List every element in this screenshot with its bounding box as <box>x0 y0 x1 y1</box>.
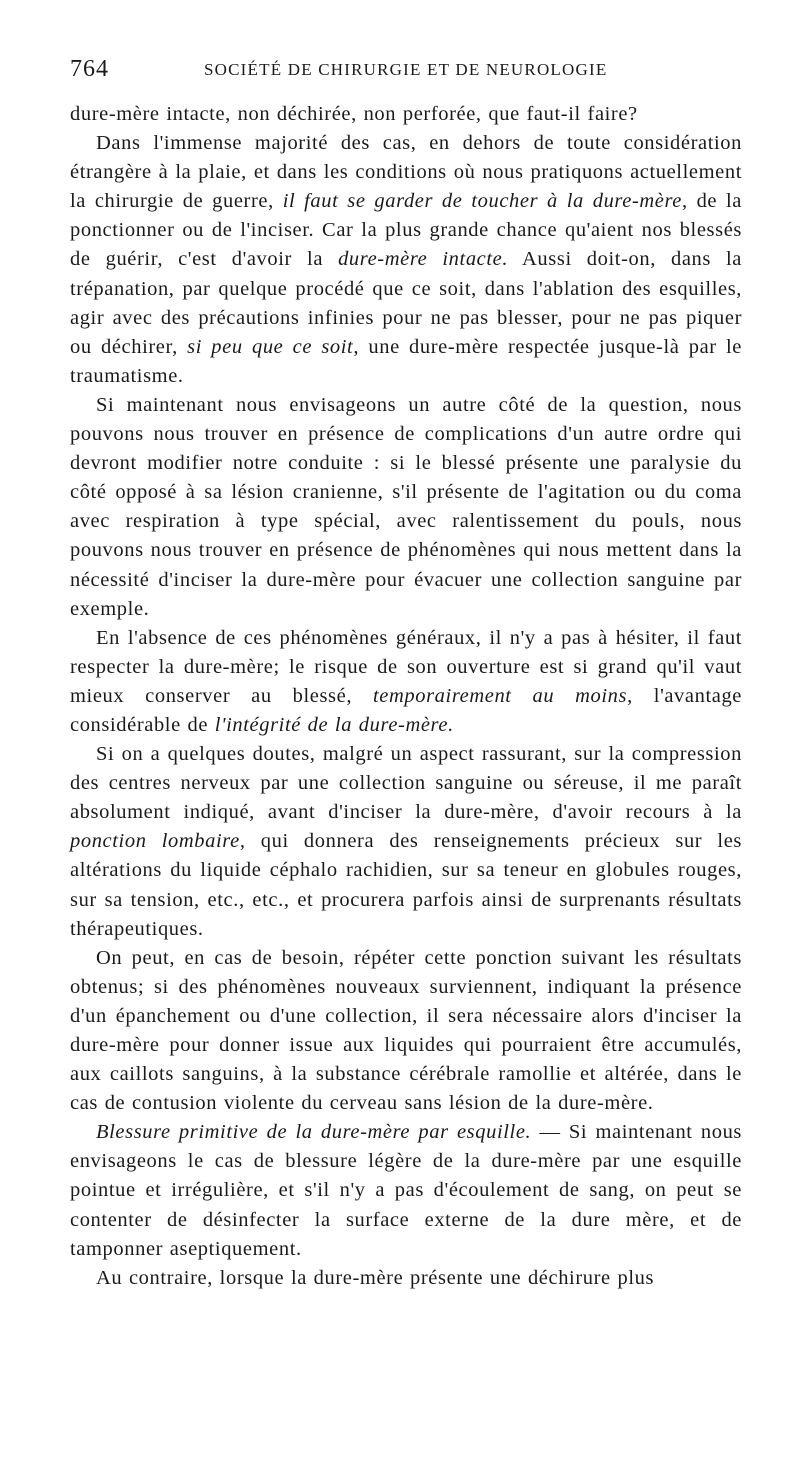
text-run: Dans l'immense majorité des cas, en dehors de toute considération étrangère à la plaie, et dans les conditions où nous pratiquons actuellement la chirurgie de guerre, <box>70 132 742 213</box>
italic-text: temporairement au moins <box>373 684 628 707</box>
paragraph <box>70 1118 742 1263</box>
text-run: — Si maintenant nous envisageons le cas de blessure légère de la dure-mère par une esquille pointue et irrégulière, et s'il n'y a pas d'écoulement de sang, on peut se contenter de désinfecter la surface externe de la dure mère, et de tamponner aseptiquement. <box>70 1121 742 1260</box>
text-run: , de la ponctionner ou de l'inciser. Car la plus grande chance qu'aient nos blessés de guérir, c'est d'avoir la <box>70 190 742 271</box>
text-run: , une dure-mère respectée jusque-là par le traumatisme. <box>70 335 742 387</box>
text-run: Aussi doit-on, dans la trépanation, par quelque procédé que ce soit, dans l'ablation des esquilles, agir avec des précautions infinies pour ne pas blesser, pour ne pas piquer ou déchirer, <box>70 248 742 358</box>
page-number: 764 <box>70 56 109 82</box>
text-run: dure-mère intacte, non déchirée, non perforée, que faut-il faire? <box>70 103 638 125</box>
italic-text: Blessure primitive de la dure-mère par esquille. <box>96 1121 532 1144</box>
paragraph <box>70 740 742 944</box>
text-run: , qui donnera des renseignements précieux sur les altérations du liquide céphalo rachidien, sur sa teneur en globules rouges, sur sa tension, etc., etc., et procurera parfois ainsi de surprenants résultats thérapeutiques. <box>70 830 743 940</box>
paragraph <box>70 1264 742 1293</box>
text-run: Si on a quelques doutes, malgré un aspect rassurant, sur la compression des centres nerveux par une collection sanguine ou séreuse, il me paraît absolument indiqué, avant d'inciser la dure-mère, d'avoir recours à la <box>70 743 742 824</box>
italic-text: l'intégrité de la dure-mère. <box>214 713 454 736</box>
page-header <box>70 56 742 86</box>
text-run: , l'avantage considérable de <box>70 684 743 736</box>
body-text <box>70 100 742 1293</box>
italic-text: ponction lombaire <box>70 830 240 853</box>
paragraph <box>70 100 742 129</box>
paragraph <box>70 624 742 740</box>
italic-text: si peu que ce soit <box>187 335 354 358</box>
text-run: En l'absence de ces phénomènes généraux, il n'y a pas à hésiter, il faut respecter la dure-mère; le risque de son ouverture est si grand qu'il vaut mieux conserver au blessé, <box>70 626 742 707</box>
text-run: Si maintenant nous envisageons un autre côté de la question, nous pouvons nous trouver en présence de complications d'un autre ordre qui devront modifier notre conduite : si le blessé présente une paralysie du côté opposé à sa lésion cranienne, s'il présente de l'agitation ou du coma avec respiration à type spécial, avec ralentissement du pouls, nous pouvons nous trouver en présence de phénomènes qui nous mettent dans la nécessité d'inciser la dure-mère pour évacuer une collection sanguine par exemple. <box>70 393 742 620</box>
paragraph <box>70 129 742 391</box>
italic-text: dure-mère intacte. <box>338 248 509 271</box>
text-run: Au contraire, lorsque la dure-mère présente une déchirure plus <box>96 1266 655 1289</box>
text-run: On peut, en cas de besoin, répéter cette ponction suivant les résultats obtenus; si des phénomènes nouveaux surviennent, indiquant la présence d'un épanchement ou d'une collection, il sera nécessaire alors d'inciser la dure-mère pour donner issue aux liquides qui pourraient être accumulés, aux caillots sanguins, à la substance cérébrale ramollie et altérée, dans le cas de contusion violente du cerveau sans lésion de la dure-mère. <box>70 946 742 1115</box>
running-head: SOCIÉTÉ DE CHIRURGIE ET DE NEUROLOGIE <box>204 60 608 79</box>
paragraph <box>70 944 742 1119</box>
italic-text: il faut se garder de toucher à la dure-mère <box>282 190 682 213</box>
paragraph <box>70 391 742 624</box>
